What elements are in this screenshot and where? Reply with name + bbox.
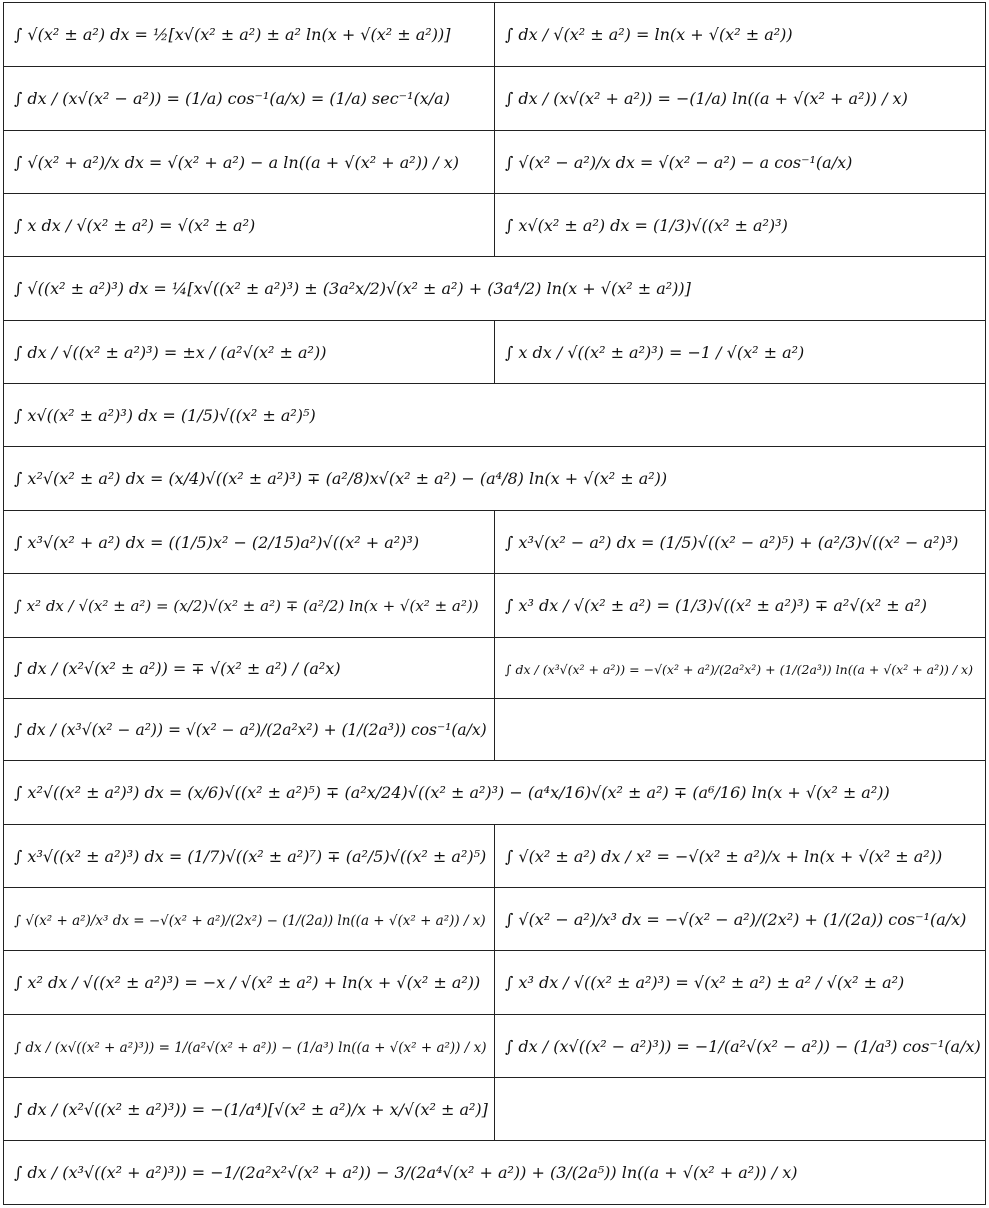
- formula-cell: [495, 1015, 986, 1078]
- formula-cell: [4, 1015, 495, 1078]
- integral-formula: ∫ x dx / √((x² ± a²)³) = −1 / √(x² ± a²): [505, 342, 805, 362]
- formula-row: [4, 638, 986, 699]
- formula-cell: [495, 3, 986, 67]
- integral-formula: ∫ dx / √(x² ± a²) = ln(x + √(x² ± a²)): [505, 25, 793, 44]
- formula-cell: [4, 761, 986, 825]
- integral-formula: ∫ √(x² − a²)/x³ dx = −√(x² − a²)/(2x²) + (1/(2a)) cos⁻¹(a/x): [505, 909, 967, 929]
- formula-row: [4, 384, 986, 447]
- integral-formula: ∫ x²√(x² ± a²) dx = (x/4)√((x² ± a²)³) ∓ (a²/8)x√(x² ± a²) − (a⁴/8) ln(x + √(x² ± a²)): [14, 469, 668, 488]
- formula-row: [4, 3, 986, 67]
- formula-cell: [4, 194, 495, 257]
- integral-formula: ∫ x³√(x² − a²) dx = (1/5)√((x² − a²)⁵) + (a²/3)√((x² − a²)³): [505, 532, 959, 552]
- formula-cell: [495, 825, 986, 888]
- formula-cell: [495, 67, 986, 131]
- formula-cell: [495, 888, 986, 951]
- formula-cell: [4, 574, 495, 638]
- integral-formula: ∫ dx / (x²√(x² ± a²)) = ∓ √(x² ± a²) / (a²x): [14, 658, 341, 678]
- integral-formula: ∫ x³ dx / √((x² ± a²)³) = √(x² ± a²) ± a² / √(x² ± a²): [505, 973, 905, 992]
- formula-cell: [495, 951, 986, 1015]
- formula-row: [4, 825, 986, 888]
- formula-cell: [4, 951, 495, 1015]
- formula-cell: [4, 3, 495, 67]
- integral-formula: ∫ dx / (x³√(x² + a²)) = −√(x² + a²)/(2a²x²) + (1/(2a³)) ln((a + √(x² + a²)) / x): [505, 661, 973, 677]
- formula-cell: [4, 321, 495, 384]
- formula-cell: [495, 131, 986, 194]
- formula-cell: [4, 67, 495, 131]
- formula-cell: [4, 384, 986, 447]
- integral-formula: ∫ dx / √((x² ± a²)³) = ±x / (a²√(x² ± a²)): [14, 342, 327, 362]
- integral-formula: ∫ x³ dx / √(x² ± a²) = (1/3)√((x² ± a²)³) ∓ a²√(x² ± a²): [505, 596, 927, 615]
- formula-row: [4, 951, 986, 1015]
- formula-row: [4, 574, 986, 638]
- formula-cell: [495, 511, 986, 574]
- integral-formula: ∫ x dx / √(x² ± a²) = √(x² ± a²): [14, 215, 256, 235]
- integral-formula: ∫ dx / (x√(x² − a²)) = (1/a) cos⁻¹(a/x) = (1/a) sec⁻¹(x/a): [14, 89, 450, 108]
- formula-row: [4, 1015, 986, 1078]
- formula-row: [4, 761, 986, 825]
- formula-cell: [4, 1078, 495, 1141]
- formula-row: [4, 1141, 986, 1205]
- integral-formula: ∫ x√(x² ± a²) dx = (1/3)√((x² ± a²)³): [505, 215, 788, 235]
- integral-formula: ∫ √(x² ± a²) dx = ½[x√(x² ± a²) ± a² ln(x + √(x² ± a²))]: [14, 25, 451, 44]
- formula-row: [4, 447, 986, 511]
- integral-formula: ∫ x³√((x² ± a²)³) dx = (1/7)√((x² ± a²)⁷) ∓ (a²/5)√((x² ± a²)⁵): [14, 846, 487, 866]
- integral-formula: ∫ √(x² + a²)/x³ dx = −√(x² + a²)/(2x²) − (1/(2a)) ln((a + √(x² + a²)) / x): [14, 912, 486, 929]
- integral-formula: ∫ x³√(x² + a²) dx = ((1/5)x² − (2/15)a²)√((x² + a²)³): [14, 532, 420, 552]
- formula-row: [4, 888, 986, 951]
- integral-formula: ∫ dx / (x²√((x² ± a²)³)) = −(1/a⁴)[√(x² ± a²)/x + x/√(x² ± a²)]: [14, 1099, 488, 1119]
- formula-row: [4, 194, 986, 257]
- formula-row: [4, 67, 986, 131]
- integral-formula: ∫ √(x² + a²)/x dx = √(x² + a²) − a ln((a + √(x² + a²)) / x): [14, 152, 460, 172]
- formula-cell: [4, 1141, 986, 1205]
- formula-cell: [4, 699, 495, 761]
- formula-cell: [495, 1078, 986, 1141]
- formula-row: [4, 131, 986, 194]
- integral-formula: ∫ x√((x² ± a²)³) dx = (1/5)√((x² ± a²)⁵): [14, 405, 316, 425]
- integral-formula: ∫ √(x² − a²)/x dx = √(x² − a²) − a cos⁻¹(a/x): [505, 152, 853, 172]
- integral-formula: ∫ √(x² ± a²) dx / x² = −√(x² ± a²)/x + ln(x + √(x² ± a²)): [505, 846, 943, 866]
- formula-row: [4, 511, 986, 574]
- formula-row: [4, 699, 986, 761]
- integral-formula: ∫ dx / (x√((x² + a²)³)) = 1/(a²√(x² + a²)) − (1/a³) ln((a + √(x² + a²)) / x): [14, 1039, 487, 1056]
- formula-row: [4, 257, 986, 321]
- integral-formula: ∫ dx / (x√(x² + a²)) = −(1/a) ln((a + √(x² + a²)) / x): [505, 89, 908, 108]
- formula-cell: [495, 194, 986, 257]
- formula-cell: [495, 638, 986, 699]
- formula-cell: [4, 447, 986, 511]
- formula-cell: [495, 321, 986, 384]
- integral-formula: ∫ x²√((x² ± a²)³) dx = (x/6)√((x² ± a²)⁵) ∓ (a²x/24)√((x² ± a²)³) − (a⁴x/16)√(x² ± a²) ∓ (a⁶/16) ln(x + √(x² ± a²)): [14, 783, 890, 802]
- formula-cell: [4, 511, 495, 574]
- integral-formula: ∫ √((x² ± a²)³) dx = ¼[x√((x² ± a²)³) ± (3a²x/2)√(x² ± a²) + (3a⁴/2) ln(x + √(x² ± a²))]: [14, 279, 691, 298]
- integral-formula: ∫ dx / (x³√(x² − a²)) = √(x² − a²)/(2a²x²) + (1/(2a³)) cos⁻¹(a/x): [14, 721, 487, 739]
- formula-cell: [4, 888, 495, 951]
- integral-table: [3, 2, 986, 1205]
- integral-formula: ∫ dx / (x√((x² − a²)³)) = −1/(a²√(x² − a²)) − (1/a³) cos⁻¹(a/x): [505, 1036, 981, 1056]
- formula-cell: [4, 638, 495, 699]
- formula-cell: [495, 574, 986, 638]
- integral-table-body: [4, 3, 986, 1205]
- formula-cell: [4, 257, 986, 321]
- formula-row: [4, 1078, 986, 1141]
- integral-formula: ∫ x² dx / √(x² ± a²) = (x/2)√(x² ± a²) ∓ (a²/2) ln(x + √(x² ± a²)): [14, 597, 479, 615]
- integral-formula: ∫ dx / (x³√((x² + a²)³)) = −1/(2a²x²√(x² + a²)) − 3/(2a⁴√(x² + a²)) + (3/(2a⁵)) ln((a + √(x² + a²)) / x): [14, 1163, 798, 1182]
- integral-formula: ∫ x² dx / √((x² ± a²)³) = −x / √(x² ± a²) + ln(x + √(x² ± a²)): [14, 973, 481, 992]
- formula-cell: [4, 825, 495, 888]
- formula-cell: [4, 131, 495, 194]
- formula-row: [4, 321, 986, 384]
- formula-cell: [495, 699, 986, 761]
